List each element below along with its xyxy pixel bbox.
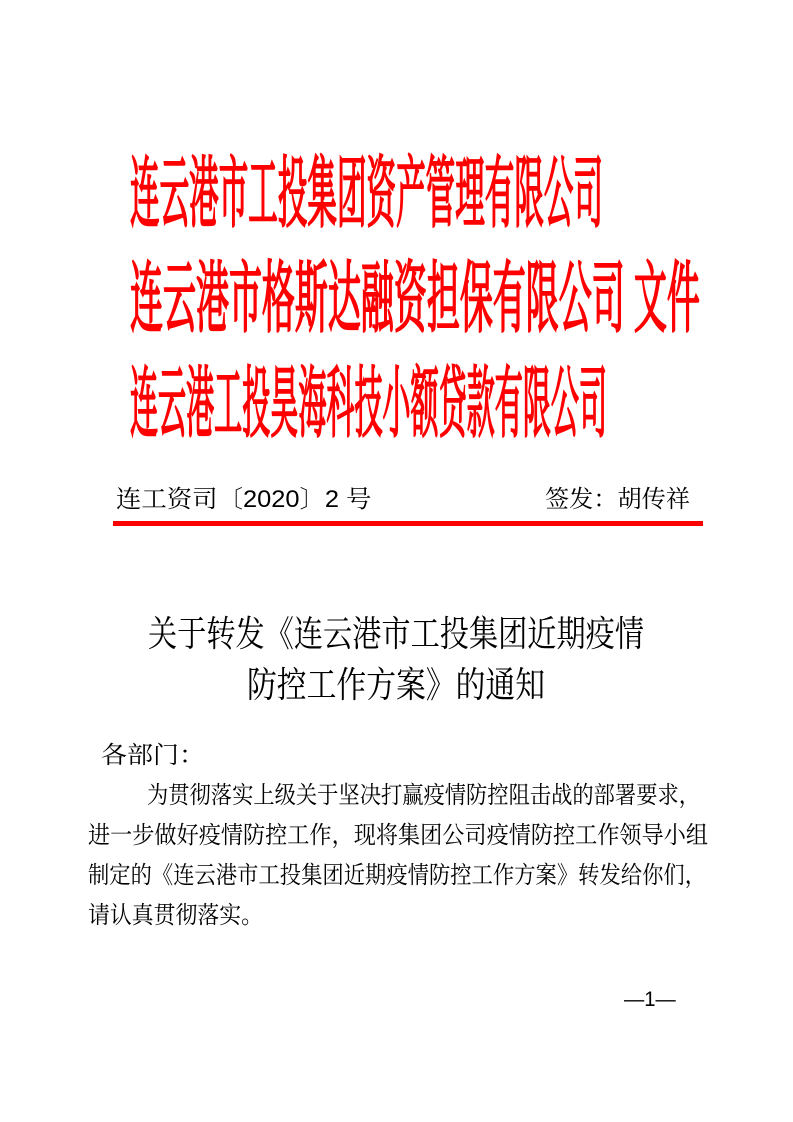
- letterhead-row: [130, 246, 793, 351]
- body-line-3: 制定的《连云港市工投集团近期疫情防控工作方案》转发给你们，: [88, 862, 706, 889]
- body-line-4: 请认真贯彻落实。: [88, 902, 263, 929]
- letterhead-row: [130, 141, 793, 246]
- document-number: 连工资司〔2020〕2 号: [116, 486, 372, 513]
- company-name-line-1: 连云港市工投集团资产管理有限公司: [130, 149, 604, 237]
- letterhead-row: [130, 351, 793, 456]
- body-line-1: 为贯彻落实上级关于坚决打赢疫情防控阻击战的部署要求，: [147, 782, 700, 809]
- company-name-line-3: 连云港工投昊海科技小额贷款有限公司: [130, 359, 608, 447]
- body-line-2: 进一步做好疫情防控工作，现将集团公司疫情防控工作领导小组: [88, 822, 708, 849]
- company-name-line-2: 连云港市格斯达融资担保有限公司 文件: [130, 254, 700, 342]
- document-number-row: [116, 486, 372, 514]
- body-row: [88, 816, 784, 856]
- body-row: [88, 736, 784, 776]
- page-number: [624, 988, 678, 1012]
- letterhead: [130, 141, 793, 456]
- document-body: [88, 736, 784, 936]
- title-row: [0, 608, 793, 659]
- title-line-2: 防控工作方案》的通知: [247, 664, 546, 705]
- body-row: [88, 856, 784, 896]
- issuer-signature: 签发：胡传祥: [545, 486, 690, 513]
- title-row: [0, 659, 793, 710]
- title-line-1: 关于转发《连云港市工投集团近期疫情: [148, 613, 645, 654]
- body-row: [88, 776, 784, 816]
- salutation: 各部门：: [101, 742, 205, 769]
- document-title: [0, 608, 793, 710]
- issuer-row: [546, 486, 690, 514]
- body-row: [88, 896, 784, 936]
- red-separator-line: [113, 521, 703, 526]
- page-number-text: —1—: [624, 988, 676, 1011]
